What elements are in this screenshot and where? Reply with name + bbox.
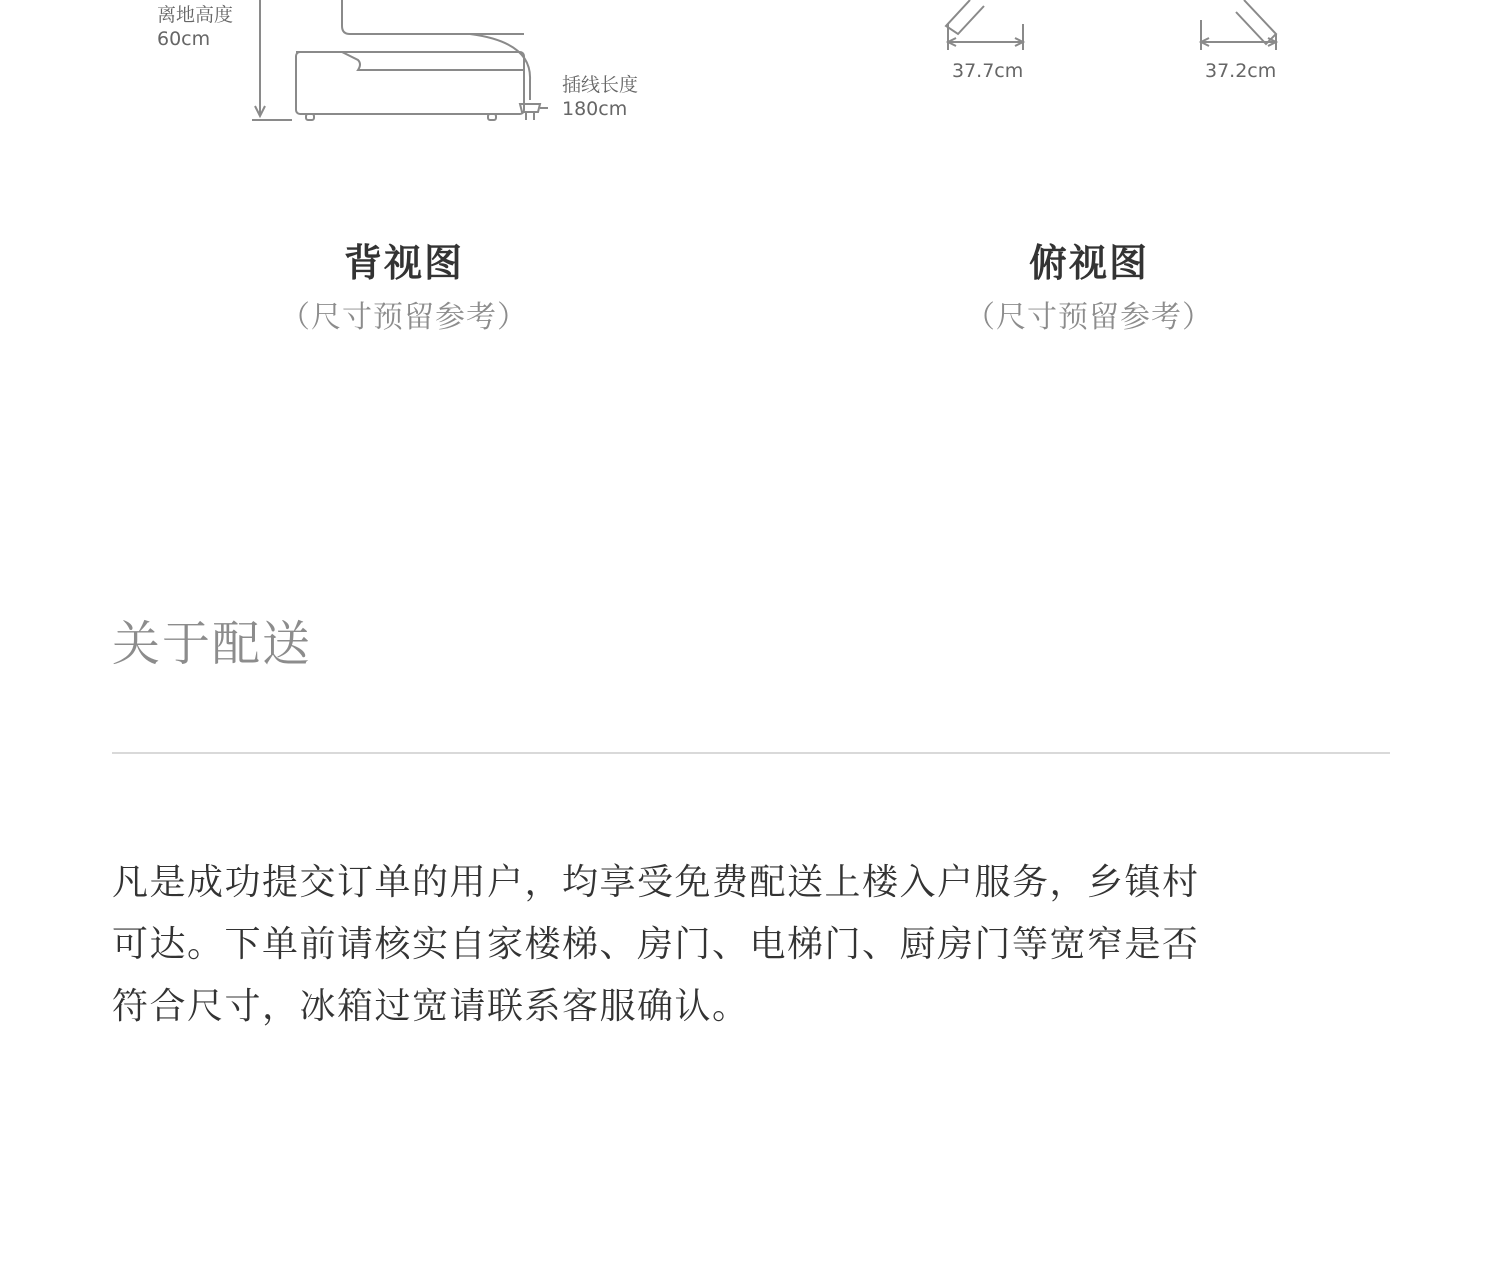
delivery-heading: 关于配送 <box>112 616 313 672</box>
top-view-drawing <box>900 0 1320 100</box>
top-view-title: 俯视图 <box>1028 241 1149 285</box>
cord-length-label <box>562 74 638 122</box>
ground-clearance-name: 离地高度 <box>157 4 234 26</box>
cord-length-value: 180cm <box>562 97 628 120</box>
delivery-description <box>112 852 1372 1038</box>
power-cord <box>470 34 530 100</box>
top-view-line-art <box>900 0 1320 100</box>
fridge-back-panel <box>296 52 524 70</box>
right-door-width-label: 37.2cm <box>1205 60 1277 82</box>
foot-left <box>306 114 314 120</box>
delivery-line-3: 符合尺寸，冰箱过宽请联系客服确认。 <box>112 986 750 1027</box>
fridge-base <box>296 52 524 114</box>
cord-length-name: 插线长度 <box>562 74 639 96</box>
delivery-line-1: 凡是成功提交订单的用户，均享受免费配送上楼入户服务，乡镇村 <box>112 862 1200 903</box>
right-door-outline <box>1236 0 1276 44</box>
left-door-width-label: 37.7cm <box>952 60 1024 82</box>
back-view-subtitle: （尺寸预留参考） <box>280 300 528 335</box>
ground-clearance-label <box>157 4 233 52</box>
left-door-outline <box>946 0 984 34</box>
back-view-title: 背视图 <box>343 241 464 285</box>
ground-clearance-value: 60cm <box>157 27 211 50</box>
delivery-line-2: 可达。下单前请核实自家楼梯、房门、电梯门、厨房门等宽窄是否 <box>112 924 1200 965</box>
section-divider <box>112 752 1390 754</box>
top-view-subtitle: （尺寸预留参考） <box>965 300 1213 335</box>
foot-right <box>488 114 496 120</box>
fridge-upper-edge <box>342 0 524 34</box>
